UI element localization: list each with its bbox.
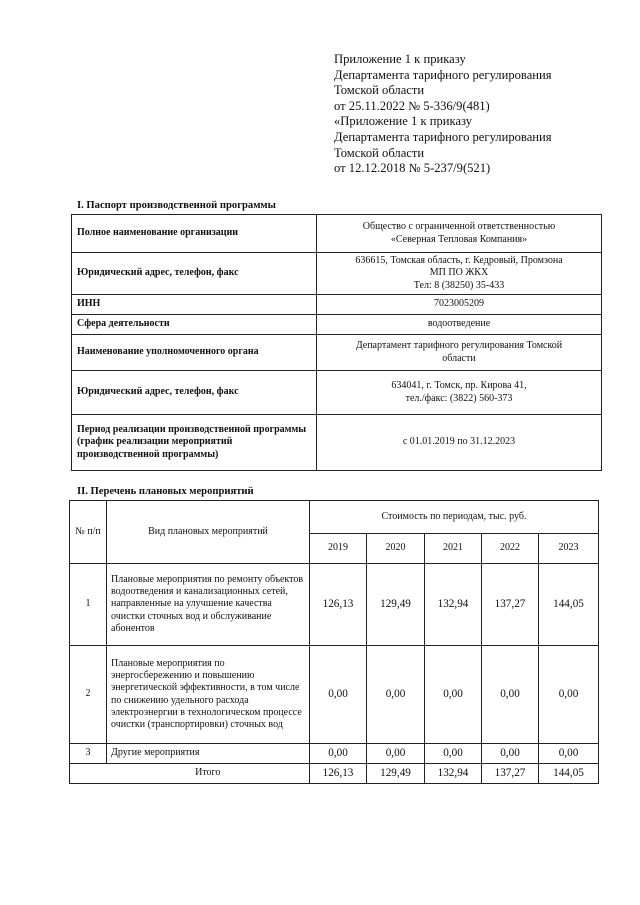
passport-value bbox=[317, 215, 602, 253]
cost-cell: 0,00 bbox=[482, 744, 539, 764]
header-line: от 12.12.2018 № 5-237/9(521) bbox=[334, 161, 491, 176]
passport-label: Юридический адрес, телефон, факс bbox=[72, 253, 317, 295]
value-line: 636615, Томская область, г. Кедровый, Промзона bbox=[355, 255, 563, 267]
total-cell: 144,05 bbox=[539, 764, 599, 784]
year-header: 2022 bbox=[482, 534, 539, 564]
passport-value bbox=[317, 415, 602, 471]
value-line: Тел: 8 (38250) 35-433 bbox=[413, 279, 505, 291]
value-line: области bbox=[442, 352, 476, 364]
table-row bbox=[72, 215, 602, 253]
header-line: от 25.11.2022 № 5-336/9(481) bbox=[334, 98, 490, 113]
row-number: 1 bbox=[70, 564, 107, 646]
year-header: 2021 bbox=[425, 534, 482, 564]
header-line: «Приложение 1 к приказу bbox=[334, 114, 473, 129]
col-header-cost: Стоимость по периодам, тыс. руб. bbox=[310, 501, 599, 534]
year-header: 2020 bbox=[367, 534, 425, 564]
value-line: 634041, г. Томск, пр. Кирова 41, bbox=[391, 380, 527, 392]
table-row bbox=[70, 564, 599, 646]
year-header: 2023 bbox=[539, 534, 599, 564]
table-row bbox=[72, 253, 602, 295]
total-cell: 126,13 bbox=[310, 764, 367, 784]
cost-cell: 0,00 bbox=[482, 646, 539, 744]
cost-cell: 129,49 bbox=[367, 564, 425, 646]
passport-label: Полное наименование организации bbox=[72, 215, 317, 253]
cost-cell: 0,00 bbox=[367, 744, 425, 764]
cost-cell: 0,00 bbox=[425, 646, 482, 744]
value-line: Общество с ограниченной ответственностью bbox=[362, 221, 556, 233]
cost-cell: 0,00 bbox=[425, 744, 482, 764]
col-header-number: № п/п bbox=[70, 501, 107, 564]
cost-cell: 144,05 bbox=[539, 564, 599, 646]
passport-label: Юридический адрес, телефон, факс bbox=[72, 371, 317, 415]
total-row bbox=[70, 764, 599, 784]
header-line: Департамента тарифного регулирования bbox=[334, 67, 552, 82]
passport-value bbox=[317, 295, 602, 315]
table-header-row bbox=[70, 501, 599, 534]
passport-value bbox=[317, 315, 602, 335]
cost-cell: 0,00 bbox=[539, 646, 599, 744]
passport-value bbox=[317, 335, 602, 371]
total-label: Итого bbox=[107, 764, 310, 784]
table-row bbox=[70, 646, 599, 744]
value-line: «Северная Тепловая Компания» bbox=[390, 233, 528, 245]
table-row bbox=[72, 315, 602, 335]
activity-name: Плановые мероприятия по энергосбережению и повышению энергетической эффективности, в том числе по снижению удельного расхода электроэнергии в технологическом процессе очистки (транспортировки) сточных вод bbox=[107, 646, 310, 744]
header-line: Томской области bbox=[334, 145, 425, 160]
cost-cell: 126,13 bbox=[310, 564, 367, 646]
passport-label: Наименование уполномоченного органа bbox=[72, 335, 317, 371]
cost-cell: 0,00 bbox=[310, 646, 367, 744]
cost-cell: 0,00 bbox=[367, 646, 425, 744]
cost-cell: 0,00 bbox=[539, 744, 599, 764]
table-row bbox=[70, 744, 599, 764]
year-header: 2019 bbox=[310, 534, 367, 564]
activity-name: Плановые мероприятия по ремонту объектов водоотведения и канализационных сетей, направленные на улучшение качества очистки сточных вод и обслуживание абонентов bbox=[107, 564, 310, 646]
section2-title: II. Перечень плановых мероприятий bbox=[77, 486, 254, 497]
passport-label: Период реализации производственной программы (график реализации мероприятий производственной программы) bbox=[72, 415, 317, 471]
total-cell: 137,27 bbox=[482, 764, 539, 784]
cost-cell: 137,27 bbox=[482, 564, 539, 646]
value-line: водоотведение bbox=[427, 318, 491, 330]
cost-cell: 0,00 bbox=[310, 744, 367, 764]
passport-value bbox=[317, 253, 602, 295]
value-line: с 01.01.2019 по 31.12.2023 bbox=[402, 436, 516, 448]
col-header-activity: Вид плановых мероприятий bbox=[107, 501, 310, 564]
value-line: МП ПО ЖКХ bbox=[429, 267, 489, 279]
total-cell: 132,94 bbox=[425, 764, 482, 784]
table-row bbox=[72, 415, 602, 471]
passport-label: ИНН bbox=[72, 295, 317, 315]
table-row bbox=[72, 371, 602, 415]
table-row bbox=[72, 295, 602, 315]
header-line: Томской области bbox=[334, 83, 425, 98]
row-number: 2 bbox=[70, 646, 107, 744]
order-header bbox=[334, 52, 624, 177]
header-line: Приложение 1 к приказу bbox=[334, 52, 466, 66]
passport-label: Сфера деятельности bbox=[72, 315, 317, 335]
passport-value bbox=[317, 371, 602, 415]
activity-name: Другие мероприятия bbox=[107, 744, 310, 764]
value-line: Департамент тарифного регулирования Томской bbox=[355, 340, 563, 352]
header-line: Департамента тарифного регулирования bbox=[334, 129, 552, 144]
row-number: 3 bbox=[70, 744, 107, 764]
section1-title: I. Паспорт производственной программы bbox=[77, 200, 276, 211]
value-line: 7023005209 bbox=[434, 298, 484, 310]
table-row bbox=[72, 335, 602, 371]
total-cell: 129,49 bbox=[367, 764, 425, 784]
cost-cell: 132,94 bbox=[425, 564, 482, 646]
activities-table bbox=[69, 500, 599, 784]
passport-table bbox=[71, 214, 602, 471]
value-line: тел./факс: (3822) 560-373 bbox=[405, 392, 513, 404]
